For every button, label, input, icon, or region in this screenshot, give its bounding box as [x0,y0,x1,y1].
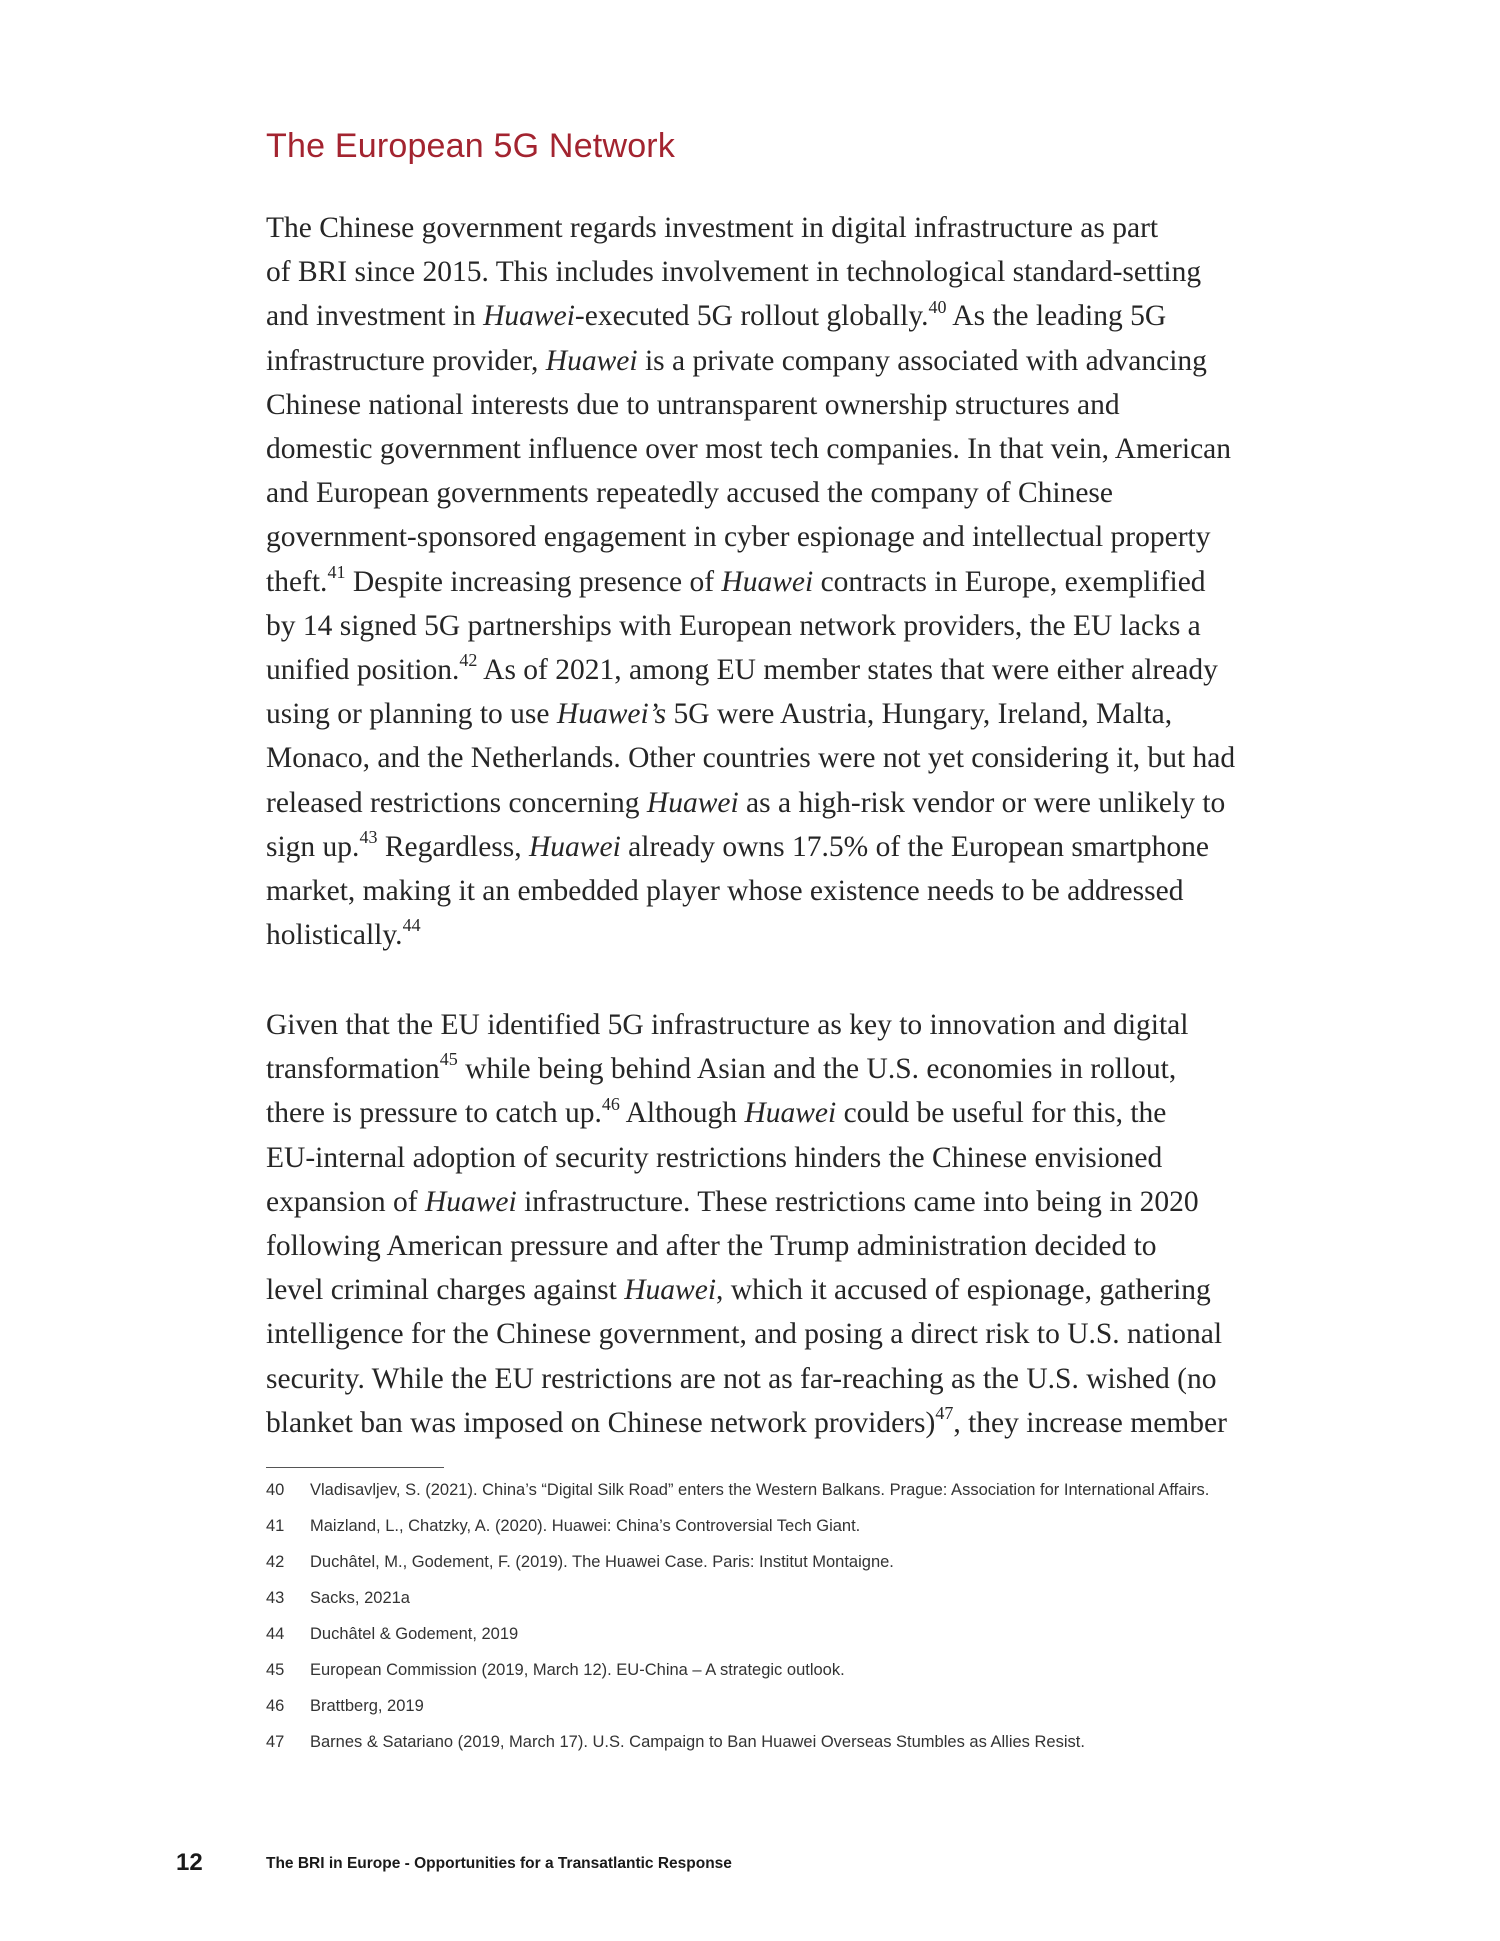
body-paragraph-1 [266,206,1246,957]
text-run: , they increase member [953,1406,1227,1439]
text-run: Chinese national interests due to untransparent ownership structures and [266,388,1120,421]
section-heading: The European 5G Network [266,127,676,165]
text-run: while being behind Asian and the U.S. economies in rollout, [457,1053,1177,1086]
text-line [266,736,1246,780]
text-run: security. While the EU restrictions are not as far-reaching as the U.S. wished (no [266,1362,1217,1395]
text-line [266,250,1246,294]
text-run: Monaco, and the Netherlands. Other countries were not yet considering it, but had [266,742,1236,775]
footnote-text: Duchâtel & Godement, 2019 [310,1625,519,1643]
italic-run: Huawei [624,1274,717,1307]
footnote-text: Barnes & Satariano (2019, March 17). U.S. Campaign to Ban Huawei Overseas Stumbles as Allies Resist. [310,1733,1085,1751]
text-line [266,1268,1246,1312]
italic-run: Huawei [545,344,638,377]
text-run: by 14 signed 5G partnerships with European network providers, the EU lacks a [266,609,1201,642]
text-line [266,913,1246,957]
footnote-ref: 43 [359,827,378,848]
footnote-number: 40 [266,1481,285,1499]
text-run: could be useful for this, the [836,1097,1167,1130]
text-run: Although [619,1097,745,1130]
footnote-ref: 42 [459,650,478,671]
text-run: and investment in [266,300,484,333]
body-paragraph-2 [266,1003,1246,1445]
footnote-ref: 46 [601,1093,620,1114]
text-line [266,383,1246,427]
text-line [266,648,1246,692]
footnote-text: Duchâtel, M., Godement, F. (2019). The Huawei Case. Paris: Institut Montaigne. [310,1553,894,1571]
footnote-ref: 41 [327,561,346,582]
footnote-item [266,1550,1246,1575]
footnote-divider [266,1467,444,1468]
text-run: level criminal charges against [266,1274,625,1307]
text-run: Regardless, [377,830,529,863]
italic-run: Huawei [721,565,814,598]
text-line [266,471,1246,515]
footnote-text: Maizland, L., Chatzky, A. (2020). Huawei: China’s Controversial Tech Giant. [310,1517,861,1535]
footnote-item [266,1658,1246,1683]
footnote-number: 44 [266,1625,285,1643]
text-line [266,339,1246,383]
text-run: intelligence for the Chinese government, and posing a direct risk to U.S. national [266,1318,1223,1351]
footnote-text: European Commission (2019, March 12). EU-China – A strategic outlook. [310,1661,845,1679]
footnote-text: Brattberg, 2019 [310,1697,424,1715]
text-run: infrastructure provider, [266,344,546,377]
italic-run: Huawei [646,786,739,819]
text-run: As the leading 5G [946,300,1167,333]
text-run: infrastructure. These restrictions came into being in 2020 [516,1185,1199,1218]
text-line [266,781,1246,825]
text-line [266,1003,1246,1047]
footnote-ref: 40 [928,296,947,317]
footnote-item [266,1514,1246,1539]
footnote-item [266,1478,1246,1503]
text-line [266,1357,1246,1401]
footnote-number: 47 [266,1733,285,1751]
footnote-ref: 44 [402,915,421,936]
italic-run: Huawei [424,1185,517,1218]
italic-run: Huawei’s [556,698,667,731]
text-run: government-sponsored engagement in cyber espionage and intellectual property [266,521,1211,554]
italic-run: Huawei [744,1097,837,1130]
text-line [266,1047,1246,1091]
text-run: Given that the EU identified 5G infrastructure as key to innovation and digital [266,1009,1189,1041]
text-line [266,604,1246,648]
text-line [266,1091,1246,1135]
text-line [266,1180,1246,1224]
footnote-ref: 47 [935,1403,954,1423]
footnote-number: 42 [266,1553,285,1571]
footnote-text: Sacks, 2021a [310,1589,410,1607]
running-footer-title: The BRI in Europe - Opportunities for a Transatlantic Response [266,1855,732,1872]
text-run: holistically. [266,919,403,952]
italic-run: Huawei [529,830,621,863]
footnote-ref: 45 [439,1049,458,1070]
text-run: already owns 17.5% of the European smartphone [620,830,1209,863]
text-line [266,1401,1246,1445]
text-run: domestic government influence over most tech companies. In that vein, American [266,433,1232,466]
text-run: sign up. [266,830,360,863]
text-run: As of 2021, among EU member states that were either already [477,654,1218,687]
text-run: theft. [266,565,328,598]
text-line [266,825,1246,869]
footnotes-list [266,1478,1246,1766]
text-run: following American pressure and after the Trump administration decided to [266,1230,1157,1263]
text-run: , which it accused of espionage, gathering [716,1274,1211,1307]
italic-run: Huawei [483,300,575,333]
text-run: market, making it an embedded player whose existence needs to be addressed [266,875,1184,908]
footnote-item [266,1586,1246,1611]
footnote-item [266,1730,1246,1755]
text-run: unified position. [266,654,460,687]
footnote-text: Vladisavljev, S. (2021). China’s “Digital Silk Road” enters the Western Balkans. Prague: Association for International Affairs. [310,1481,1210,1499]
text-run: as a high-risk vendor or were unlikely to [738,786,1226,819]
footnote-number: 43 [266,1589,285,1607]
text-run: EU-internal adoption of security restrictions hinders the Chinese envisioned [266,1141,1163,1174]
text-run: Despite increasing presence of [345,565,722,598]
footnote-item [266,1694,1246,1719]
text-run: and European governments repeatedly accused the company of Chinese [266,477,1113,510]
text-line [266,515,1246,559]
text-run: transformation [266,1053,440,1086]
text-run: using or planning to use [266,698,557,731]
text-line [266,560,1246,604]
text-line [266,206,1246,250]
text-run: there is pressure to catch up. [266,1097,602,1130]
text-line [266,294,1246,338]
text-run: contracts in Europe, exemplified [813,565,1206,598]
text-run: 5G were Austria, Hungary, Ireland, Malta, [666,698,1173,731]
text-run: expansion of [266,1185,425,1218]
page-number: 12 [176,1849,203,1876]
text-line [266,692,1246,736]
footnote-item [266,1622,1246,1647]
footnote-number: 46 [266,1697,285,1715]
text-line [266,1312,1246,1356]
text-line [266,427,1246,471]
footnote-number: 41 [266,1517,285,1535]
text-line [266,1224,1246,1268]
text-run: released restrictions concerning [266,786,647,819]
footnote-number: 45 [266,1661,285,1679]
text-run: The Chinese government regards investment in digital infrastructure as part [266,212,1159,244]
text-run: of BRI since 2015. This includes involvement in technological standard-setting [266,256,1202,289]
text-line [266,869,1246,913]
text-line [266,1136,1246,1180]
text-run: blanket ban was imposed on Chinese network providers) [266,1406,936,1439]
text-run: is a private company associated with advancing [637,344,1207,377]
text-run: -executed 5G rollout globally. [574,300,929,333]
